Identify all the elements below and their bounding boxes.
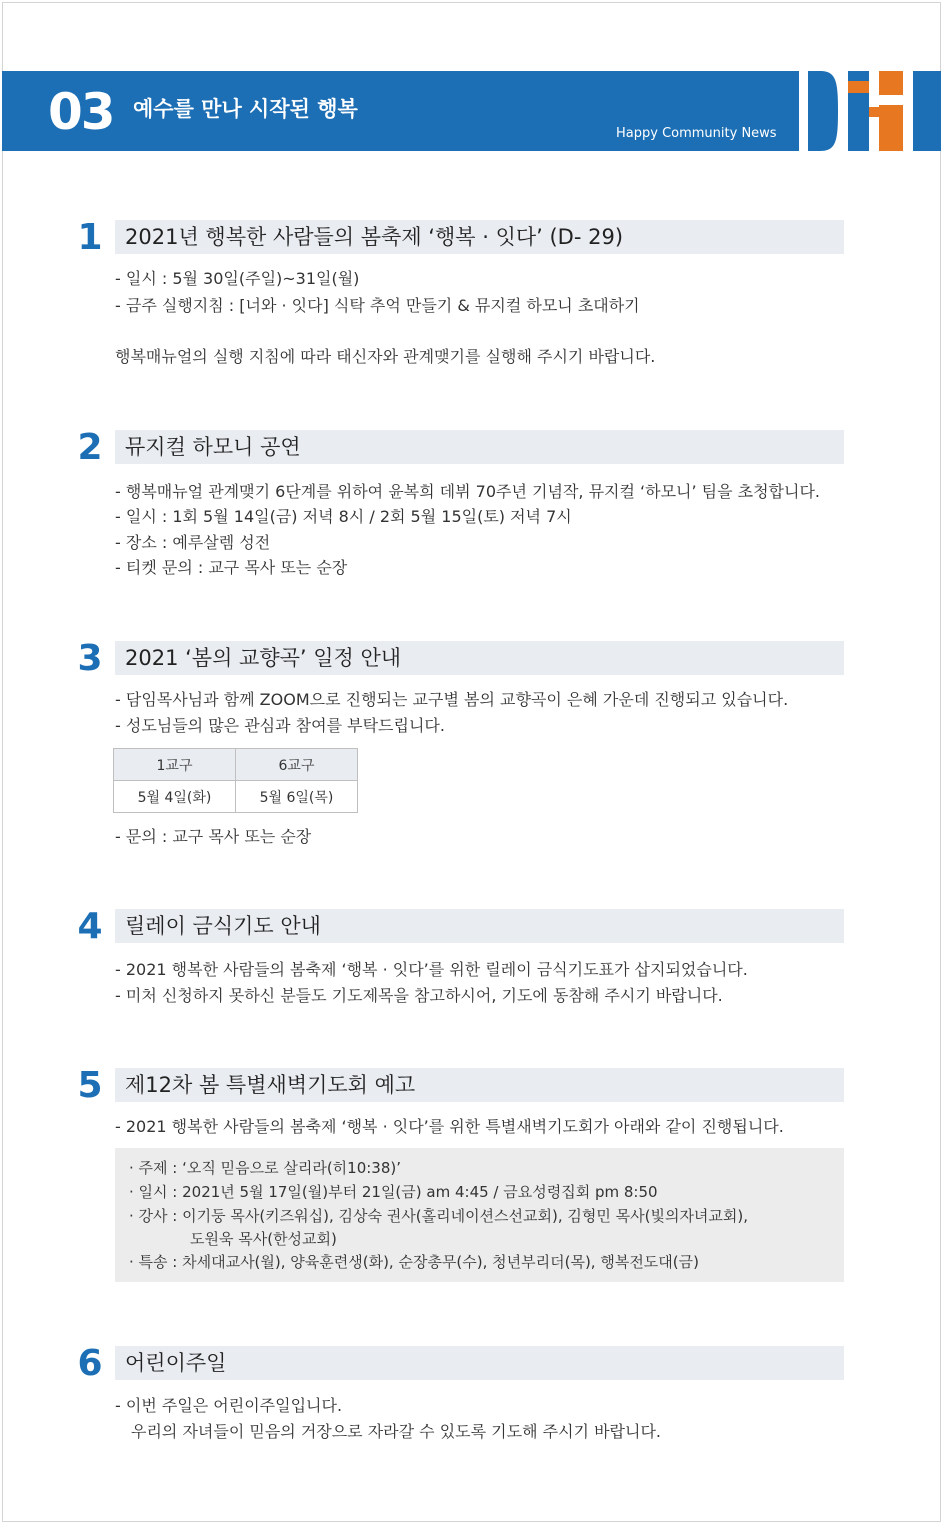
section-4-line: - 2021 행복한 사람들의 봄축제 ‘행복 · 잇다’를 위한 릴레이 금식기도표가 삽지되었습니다. — [115, 960, 748, 979]
table-cell: 5월 6일(목) — [236, 781, 358, 813]
brand-logo-icon — [808, 71, 941, 151]
section-4-number: 4 — [77, 906, 103, 947]
section-5-number: 5 — [77, 1065, 103, 1106]
table-header-row — [114, 749, 358, 781]
detail-line: · 강사 : 이기둥 목사(키즈워십), 김상숙 권사(홀리네이션스선교회), 김형민 목사(빛의자녀교회), — [129, 1207, 749, 1225]
header-subtitle: Happy Community News — [616, 126, 777, 141]
section-6-title: 어린이주일 — [125, 1351, 227, 1375]
header-issue-number: 03 — [48, 83, 114, 141]
section-4-title: 릴레이 금식기도 안내 — [125, 914, 321, 938]
section-1-header — [115, 220, 844, 254]
section-4-header — [115, 909, 844, 943]
section-1-line: - 일시 : 5월 30일(주일)~31일(월) — [115, 269, 360, 288]
detail-line: · 특송 : 차세대교사(월), 양육훈련생(화), 순장총무(수), 청년부리더(목), 행복전도대(금) — [129, 1253, 699, 1271]
section-3-line: - 문의 : 교구 목사 또는 순장 — [115, 827, 312, 846]
prayer-meeting-details-box — [115, 1148, 844, 1282]
section-6-number: 6 — [77, 1343, 103, 1384]
section-6-line: 우리의 자녀들이 믿음의 거장으로 자라갈 수 있도록 기도해 주시기 바랍니다. — [131, 1422, 661, 1441]
detail-line: 도원욱 목사(한성교회) — [190, 1230, 337, 1248]
section-2-title: 뮤지컬 하모니 공연 — [125, 435, 301, 459]
section-3-line: - 성도님들의 많은 관심과 참여를 부탁드립니다. — [115, 716, 445, 735]
table-header-cell: 6교구 — [236, 749, 358, 781]
section-2-line: - 장소 : 예루살렘 성전 — [115, 533, 271, 552]
section-2-line: - 일시 : 1회 5월 14일(금) 저녁 8시 / 2회 5월 15일(토) 저녁 7시 — [115, 507, 572, 526]
section-3-title: 2021 ‘봄의 교향곡’ 일정 안내 — [125, 646, 402, 670]
detail-line: · 주제 : ‘오직 믿음으로 살리라(히10:38)’ — [129, 1159, 402, 1177]
detail-line: · 일시 : 2021년 5월 17일(월)부터 21일(금) am 4:45 / 금요성령집회 pm 8:50 — [129, 1183, 658, 1201]
section-6-line: - 이번 주일은 어린이주일입니다. — [115, 1396, 343, 1415]
header-title: 예수를 만나 시작된 행복 — [133, 97, 358, 121]
section-5-header — [115, 1068, 844, 1102]
section-5-line: - 2021 행복한 사람들의 봄축제 ‘행복 · 잇다’를 위한 특별새벽기도회가 아래와 같이 진행됩니다. — [115, 1117, 784, 1136]
section-2-number: 2 — [77, 427, 103, 468]
section-3-line: - 담임목사님과 함께 ZOOM으로 진행되는 교구별 봄의 교향곡이 은혜 가운데 진행되고 있습니다. — [115, 690, 789, 709]
section-2-header — [115, 430, 844, 464]
section-1-line: 행복매뉴얼의 실행 지침에 따라 태신자와 관계맺기를 실행해 주시기 바랍니다. — [115, 347, 656, 366]
section-1-number: 1 — [77, 217, 103, 258]
schedule-table — [113, 748, 358, 813]
section-3-header — [115, 641, 844, 675]
section-3-number: 3 — [77, 638, 103, 679]
section-2-line: - 행복매뉴얼 관계맺기 6단계를 위하여 윤복희 데뷔 70주년 기념작, 뮤지컬 ‘하모니’ 팀을 초청합니다. — [115, 482, 821, 501]
section-6-header — [115, 1346, 844, 1380]
section-1-title: 2021년 행복한 사람들의 봄축제 ‘행복 · 잇다’ (D- 29) — [125, 225, 624, 249]
section-5-title: 제12차 봄 특별새벽기도회 예고 — [125, 1073, 416, 1097]
table-cell: 5월 4일(화) — [114, 781, 236, 813]
section-4-line: - 미처 신청하지 못하신 분들도 기도제목을 참고하시어, 기도에 동참해 주시기 바랍니다. — [115, 986, 723, 1005]
table-header-cell: 1교구 — [114, 749, 236, 781]
table-row — [114, 781, 358, 813]
section-1-line: - 금주 실행지침 : [너와 · 잇다] 식탁 추억 만들기 & 뮤지컬 하모니 초대하기 — [115, 296, 640, 315]
section-2-line: - 티켓 문의 : 교구 목사 또는 순장 — [115, 558, 348, 577]
